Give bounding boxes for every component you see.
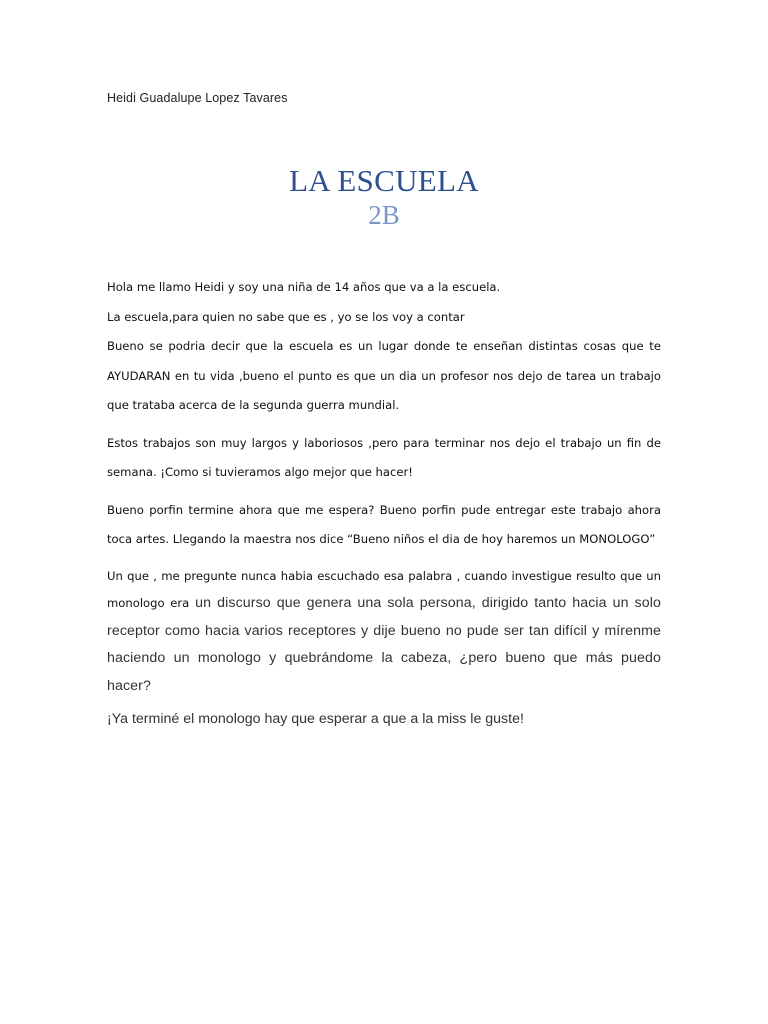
paragraph-7: ¡Ya terminé el monologo hay que esperar a que a la miss le guste! [107, 711, 524, 727]
paragraph-6-lead: Un que , me pregunte nunca habia escuchado esa palabra , cuando investigue resulto que un monologo era [107, 568, 661, 610]
title-block [0, 163, 768, 231]
paragraph-2: La escuela,para quien no sabe que es , yo se los voy a contar [107, 309, 465, 324]
document-subtitle: 2B [368, 200, 400, 230]
paragraph-3: Bueno se podria decir que la escuela es un lugar donde te enseñan distintas cosas que te AYUDARAN en tu vida ,bueno el punto es que un dia un profesor nos dejo de tarea un trabajo que trataba acerca de la segunda guerra mundial. [107, 339, 661, 412]
document-title: LA ESCUELA [289, 163, 479, 198]
paragraph-6 [107, 563, 661, 701]
paragraph-6-rest: un discurso que genera una sola persona, dirigido tanto hacia un solo receptor como hacia varios receptores y dije bueno no pude ser tan difícil y mírenme haciendo un monologo y quebrándome la cabeza, ¿pero bueno que más puedo hacer? [107, 595, 661, 694]
paragraph-5: Bueno porfin termine ahora que me espera? Bueno porfin pude entregar este trabajo ahora toca artes. Llegando la maestra nos dice “Bueno niños el dia de hoy haremos un MONOLOGO” [107, 502, 661, 546]
document-body [107, 273, 661, 732]
paragraph-1: Hola me llamo Heidi y soy una niña de 14 años que va a la escuela. [107, 280, 501, 294]
paragraph-4: Estos trabajos son muy largos y laboriosos ,pero para terminar nos dejo el trabajo un fin de semana. ¡Como si tuvieramos algo mejor que hacer! [107, 435, 661, 479]
author-name: Heidi Guadalupe Lopez Tavares [107, 91, 288, 105]
